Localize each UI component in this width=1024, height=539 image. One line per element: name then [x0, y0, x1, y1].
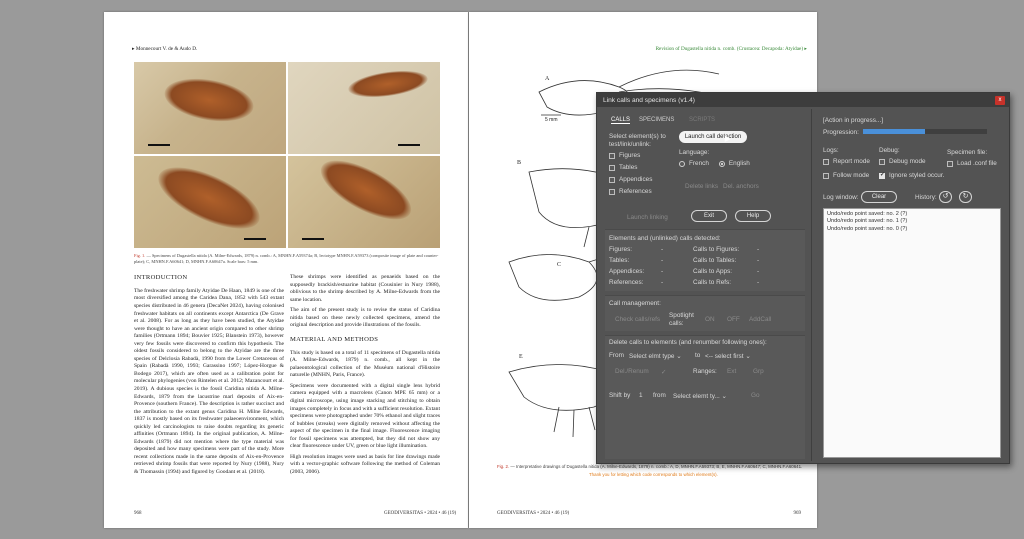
figures-label: Figures [619, 152, 641, 159]
photo-b [288, 62, 440, 154]
report-mode-checkbox[interactable] [823, 158, 870, 165]
appendices-count-label: Appendices: [609, 268, 645, 275]
column-left [134, 274, 284, 510]
log-line: Undo/redo point saved: no. 2 (?) [827, 211, 908, 217]
caption-2-text: — Interpretative drawings of Dugastella nitida (A. Milne-Edwards, 1879) n. comb.: A, D, MNHN.F.A59373; B, E, MNHN.F.A60647; C, MNHN.F.A60641. [509, 464, 803, 469]
dialog-titlebar[interactable] [597, 93, 1009, 107]
shift-value-input[interactable]: 1 [639, 392, 643, 399]
photo-a [134, 62, 286, 154]
bullet-icon: ▸ [132, 46, 136, 52]
photo-c [134, 156, 286, 248]
radio-english[interactable] [719, 161, 725, 167]
specimen-file-label: Specimen file: [947, 149, 988, 156]
panel-label-a: A [545, 76, 550, 82]
running-head-right: Revision of Dugastella nitida n. comb. (Crustacea: Decapoda: Atyidae) ▸ [655, 46, 807, 52]
calls-figures-value: - [757, 246, 760, 253]
call-management-heading: Call management: [609, 300, 661, 307]
caption-label: Fig. 1. [134, 253, 146, 258]
status-text: [Action in progress...] [823, 117, 884, 124]
help-button[interactable]: Help [735, 210, 771, 222]
tab-specimens[interactable]: SPECIMENS [639, 117, 675, 123]
tab-scripts[interactable]: SCRIPTS [689, 117, 716, 123]
language-radio-group [679, 160, 750, 167]
dialog-title: Link calls and specimens (v1.4) [603, 96, 695, 104]
running-head-text: Monnecourt V. de & Audo D. [135, 46, 198, 52]
launch-detection-button[interactable]: Launch call detection [679, 131, 747, 143]
col2-paragraph-2: The aim of the present study is to revise the status of Caridina nitida based on these newly collected specimens, amend the original description and provide illustrations of the fossils. [290, 307, 440, 329]
ignore-styled-checkbox[interactable] [879, 172, 944, 179]
select-elements-label: Select element(s) to test/link/unlink: [609, 133, 666, 148]
calls-refs-value: - [757, 279, 760, 286]
logs-label: Logs: [823, 147, 839, 154]
go-button[interactable]: Go [751, 392, 760, 399]
figures-count-value: - [661, 246, 664, 253]
ranges-label: Ranges: [693, 368, 717, 375]
select-type-dropdown-2[interactable] [673, 392, 727, 400]
select-to-dropdown[interactable] [705, 352, 751, 360]
debug-mode-checkbox[interactable] [879, 158, 926, 165]
col2-paragraph-1: These shrimps were identified as penaeids based on the supposedly brackish/estuarine habitat (Cousinier in Nury 1988), oblivious to the shrimp described by A. Milne-Edwards from the same location. [290, 274, 440, 303]
del-anchors-button[interactable]: Del. anchors [723, 183, 759, 190]
panel-label-c: C [557, 262, 562, 268]
undo-icon[interactable]: ↺ [939, 191, 952, 203]
debug-label: Debug: [879, 147, 900, 154]
exit-button[interactable]: Exit [691, 210, 727, 222]
select-first-value: <-- select first [705, 353, 744, 360]
calls-apps-label: Calls to Apps: [693, 268, 733, 275]
references-count-value: - [661, 279, 664, 286]
references-label: References [619, 188, 652, 195]
calls-apps-value: - [757, 268, 760, 275]
link-calls-dialog [596, 92, 1010, 464]
calls-tables-value: - [757, 257, 760, 264]
select-type-2-value: Select elemt ty... [673, 393, 720, 400]
figures-checkbox[interactable] [609, 152, 640, 159]
journal-footer-left: GEODIVERSITAS • 2024 • 46 (19) [384, 511, 457, 516]
column-right [290, 274, 440, 510]
ignore-styled-label: Ignore styled occur. [889, 172, 945, 179]
journal-footer-right: GEODIVERSITAS • 2024 • 46 (19) [497, 511, 570, 516]
radio-french[interactable] [679, 161, 685, 167]
panel-label-b: B [517, 160, 522, 166]
progression-label: Progression: [823, 129, 859, 136]
french-label: French [689, 160, 709, 167]
delete-links-button[interactable]: Delete links [685, 183, 719, 190]
log-line: Undo/redo point saved: no. 0 (?) [827, 225, 908, 232]
appendices-label: Appendices [619, 176, 653, 183]
progress-fill [863, 129, 925, 134]
english-label: English [728, 160, 750, 167]
follow-mode-checkbox[interactable] [823, 172, 869, 179]
page-number-right: 969 [793, 511, 801, 516]
methods-heading: MATERIAL AND METHODS [290, 335, 379, 343]
del-renum-button[interactable]: Del./Renum [615, 368, 649, 375]
select-type-value: Select elmt type [629, 353, 675, 360]
panel-divider [811, 109, 812, 461]
caption-note: Thank you for letting which code corresponds to which element(s). [589, 472, 718, 477]
scale-label: 5 mm [545, 117, 558, 123]
from-label-2: from [653, 392, 666, 399]
figure-2-caption [497, 464, 807, 470]
calls-tables-label: Calls to Tables: [693, 257, 737, 264]
caption-2-label: Fig. 2. [497, 464, 510, 469]
methods-paragraph-2: Specimens were documented with a digital single lens hybrid camera equipped with a macrolens (Canon MPE 65 mm) or a digital microscope, using image stacking and stitching to obtain images completely in focus and with a sufficient resolution. Extant specimens were photographed under 70% ethanol and slight traces of bubbles (streaks) were digitally removed without affecting the aspect of the specimen in the final image. Fluorescence imaging for fossil specimens was attempted, but they did not show any clear fluorescence under UV, green or blue light illumination. [290, 382, 440, 450]
figure-1-caption [134, 253, 440, 264]
panel-label-e: E [519, 354, 523, 360]
progress-bar [863, 129, 987, 134]
log-line: Undo/redo point saved: no. 1 (?) [827, 218, 908, 225]
intro-paragraph: The freshwater shrimp family Atyidae De Haan, 1849 is one of the most diversified among the Caridea Dana, 1852 with 543 extant species distributed in 46 genera (DecaNet 2024), having colonised freshwater habitats on all continents except Antarctica (De Grave et al. 2008). For as long as they have been studied, the Atyidae were thought to have an ancient origin compared to other shrimp families (Ortmann 1894; Bouvier 1925; Blanstein 1973), however very few fossils were discovered to confirm this hypothesis. The oldest fossils considered to belong to the Atyidae are the three species of Delclosia Rabadà, 1990 from the Lower Cretaceous of Spain (Rabadà 1990, 1993; Garassino 1997; López-Horgue & Bodego 2017), which are often used as a calibration point for molecular phylogenies (von Rintelen et al. 2012; Mazancourt et al. 2019). A dubious species is the fossil Caridina nitida A. Milne-Edwards, 1879 from the lacustrine marl deposits of Aix-en-Provence (southern France). The description is rather succinct and the attribution to the extant genus Caridina H. Milne Edwards, 1837 is mostly based on its freshwater palaeoenvironment, which quickly led carcinologists to raise doubts regarding its generic affinities (Ortmann 1894). In the original publication, A. Milne-Edwards (1879) did not mention where the type material was deposited and how many specimens were part of the study. More recent collections made in the same deposits of Aix-en-Provence retrieved shrimp fossils that were reported by Nury (1988), Nury & Thomassin (1994) and figured by Goodant et al. (2018). [134, 287, 284, 476]
checkmark-icon: ✓ [661, 369, 667, 376]
methods-paragraph-1: This study is based on a total of 11 specimens of Dugastella nitida (A. Milne-Edwards, 1879) n. comb., all kept in the palaeontological collection of the Muséum national d'Histoire naturelle (MNHN, Paris, France). [290, 349, 440, 379]
calls-refs-label: Calls to Refs: [693, 279, 732, 286]
history-label: History: [915, 194, 937, 201]
tables-checkbox[interactable] [609, 164, 637, 171]
figure-1-photos [134, 62, 440, 248]
shift-by-label: Shift by [609, 392, 631, 399]
select-type-dropdown[interactable] [629, 352, 682, 360]
check-calls-button[interactable]: Check calls/refs [615, 316, 661, 323]
chevron-down-icon: ⌄ [745, 353, 751, 360]
redo-icon[interactable]: ↻ [959, 191, 972, 203]
detected-heading: Elements and (unlinked) calls detected: [609, 235, 721, 242]
log-window-label: Log window: [823, 194, 859, 201]
report-mode-label: Report mode [833, 158, 870, 165]
load-conf-checkbox[interactable] [947, 160, 997, 167]
log-window[interactable] [823, 208, 1001, 458]
appendices-count-value: - [661, 268, 664, 275]
chevron-down-icon: ⌄ [721, 393, 727, 400]
load-conf-label: Load .conf file [957, 160, 997, 167]
ext-button[interactable]: Ext [727, 368, 737, 375]
close-button[interactable]: x [995, 96, 1005, 105]
caption-text: — Specimens of Dugastella nitida (A. Milne-Edwards, 1879) n. comb.: A, MNHN.F.A59374a; B, lectotype MNHN.F.A59373 (composite image of plate and counter-plate); C, MNHN.F.A60641; D, MNHN.F.A60647a. Scale bars: 5 mm. [134, 253, 439, 264]
spotlight-label: Spotlight calls: [669, 312, 694, 327]
intro-heading: INTRODUCTION [134, 274, 188, 281]
follow-mode-label: Follow mode [833, 172, 870, 179]
tables-count-label: Tables: [609, 257, 630, 264]
appendices-checkbox[interactable] [609, 176, 652, 183]
grp-button[interactable]: Grp [753, 368, 764, 375]
chevron-down-icon: ⌄ [676, 353, 682, 360]
page-number-left: 968 [134, 511, 142, 516]
to-label: to [695, 352, 701, 359]
language-label: Language: [679, 149, 710, 156]
methods-paragraph-3: High resolution images were used as basis for line drawings made with a vector-graphic software following the method of Coleman (2003, 2006). [290, 453, 440, 475]
spotlight-on-button[interactable]: ON [705, 316, 715, 323]
figures-count-label: Figures: [609, 246, 633, 253]
tables-count-value: - [661, 257, 664, 264]
from-label: From [609, 352, 624, 359]
left-page [104, 12, 468, 528]
calls-figures-label: Calls to Figures: [693, 246, 740, 253]
delete-calls-heading: Delete calls to elements (and renumber following ones): [609, 339, 767, 346]
tables-label: Tables [619, 164, 638, 171]
tab-calls[interactable]: CALLS [611, 117, 631, 123]
references-count-label: References: [609, 279, 644, 286]
running-head-left [132, 46, 197, 52]
running-head-right-text: Revision of Dugastella nitida n. comb. (Crustacea: Decapoda: Atyidae) [655, 46, 804, 52]
add-call-button[interactable]: AddCall [749, 316, 772, 323]
launch-linking-button[interactable]: Launch linking [627, 214, 668, 221]
clear-log-button[interactable]: Clear [861, 191, 897, 203]
photo-d [288, 156, 440, 248]
debug-mode-label: Debug mode [889, 158, 926, 165]
references-checkbox[interactable] [609, 188, 652, 195]
spotlight-off-button[interactable]: OFF [727, 316, 740, 323]
